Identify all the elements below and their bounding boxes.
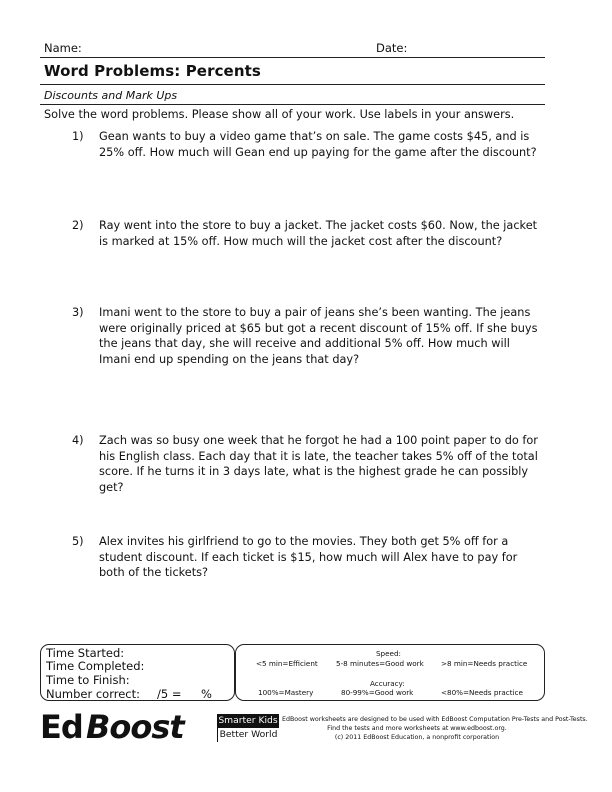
accuracy-mastery: 100%=Mastery (258, 688, 314, 697)
time-tracker-box (40, 644, 235, 701)
date-label: Date: (376, 41, 408, 55)
problem-number: 4) (72, 434, 84, 447)
tagline-line-1: Smarter Kids (218, 715, 278, 726)
problem-text: Zach was so busy one week that he forgot he had a 100 point paper to do for his English class. Each day that it is late, the teacher takes 5% off of the total score. If he turns it in 3 days late, what is the highest grade he can possibly get? (99, 434, 538, 494)
time-started-label: Time Started: (46, 646, 125, 660)
tagline-line-2: Better World (217, 728, 279, 742)
edboost-logo (40, 708, 278, 746)
logo-boost-text: Boost (86, 708, 184, 746)
problem-number: 1) (72, 130, 84, 143)
rubric-box (235, 644, 545, 701)
page-subtitle: Discounts and Mark Ups (44, 89, 178, 102)
problem-text: Alex invites his girlfriend to go to the movies. They both get 5% off for a student discount. If each ticket is $15, how much will Alex have to pay for both of the tickets? (99, 535, 518, 580)
accuracy-label: Accuracy: (370, 679, 405, 688)
problem-number: 3) (72, 306, 84, 319)
logo-ed-text: Ed (40, 708, 83, 746)
problem-text: Imani went to the store to buy a pair of jeans she’s been wanting. The jeans were originally priced at $65 but got a recent discount of 15% off. If she buys the jeans that day, she will receive and additional 5% off. How much will Imani end up spending on the jeans that day? (99, 306, 538, 366)
accuracy-good-work: 80-99%=Good work (341, 688, 414, 697)
footnote-line-3: (c) 2011 EdBoost Education, a nonprofit corporation (334, 734, 500, 741)
logo-tagline (217, 714, 279, 742)
speed-good-work: 5-8 minutes=Good work (336, 659, 424, 668)
instructions: Solve the word problems. Please show all of your work. Use labels in your answers. (44, 108, 515, 121)
problem-number: 5) (72, 535, 84, 548)
percent-sign: % (201, 687, 212, 701)
accuracy-needs-practice: <80%=Needs practice (441, 688, 523, 697)
divider (40, 84, 545, 85)
number-correct-label: Number correct: (46, 687, 140, 701)
score-fraction: /5 = (157, 687, 182, 701)
footnote-line-2: Find the tests and more worksheets at www.edboost.org. (327, 725, 507, 732)
footnote-line-1: EdBoost worksheets are designed to be used with EdBoost Computation Pre-Tests and Post-Tests. (282, 716, 588, 723)
speed-efficient: <5 min=Efficient (256, 659, 318, 668)
time-completed-label: Time Completed: (46, 659, 145, 673)
speed-needs-practice: >8 min=Needs practice (441, 659, 528, 668)
speed-label: Speed: (376, 649, 401, 658)
problem-text: Ray went into the store to buy a jacket. The jacket costs $60. Now, the jacket is marked at 15% off. How much will the jacket cost after the discount? (99, 219, 538, 248)
divider (40, 104, 545, 105)
page-title: Word Problems: Percents (44, 62, 261, 80)
problem-text: Gean wants to buy a video game that’s on sale. The game costs $45, and is 25% off. How much will Gean end up paying for the game after the discount? (99, 130, 537, 159)
name-label: Name: (44, 41, 82, 55)
time-to-finish-label: Time to Finish: (46, 673, 130, 687)
divider (40, 57, 545, 58)
problem-number: 2) (72, 219, 84, 232)
